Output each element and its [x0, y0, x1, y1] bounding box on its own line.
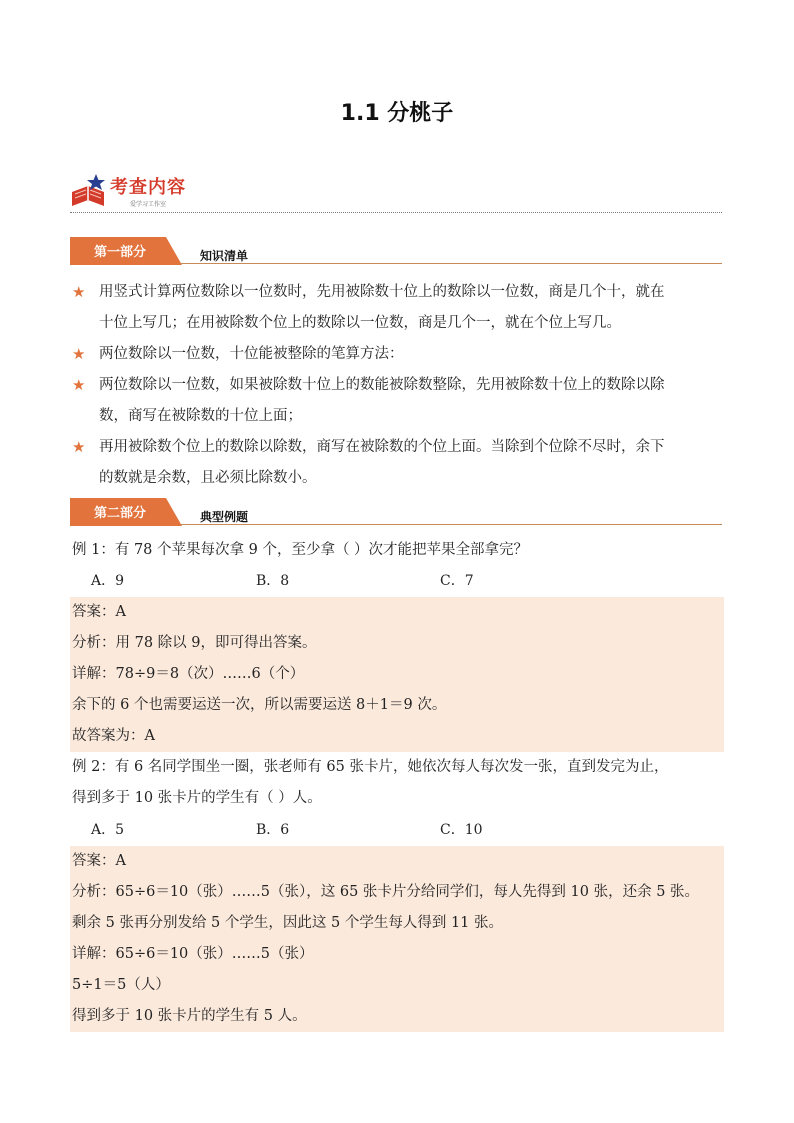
- list-item-line: 数，商写在被除数的十位上面；: [99, 408, 302, 424]
- solution-line: 详解：65÷6＝10（张）……5（张）: [72, 946, 314, 962]
- option-a: A．5: [91, 822, 125, 838]
- answer-box: [70, 597, 724, 752]
- book-star-icon: [70, 172, 108, 210]
- option-b: B．8: [256, 573, 290, 589]
- solution-line: 余下的 6 个也需要运送一次，所以需要运送 8＋1＝9 次。: [72, 697, 447, 713]
- example-question: [72, 752, 724, 814]
- answer-box: [70, 846, 724, 1032]
- analysis-line: 剩余 5 张再分别发给 5 个学生，因此这 5 个学生每人得到 11 张。: [72, 915, 503, 931]
- list-item-line: 的数就是余数，且必须比除数小。: [99, 470, 317, 486]
- list-item: [72, 432, 724, 494]
- answer-line: 答案：A: [72, 604, 126, 620]
- list-item-line: 两位数除以一位数，十位能被整除的笔算方法：: [99, 346, 404, 362]
- question-line: 得到多于 10 张卡片的学生有（ ）人。: [72, 790, 322, 806]
- list-item-line: 两位数除以一位数，如果被除数十位上的数能被除数整除，先用被除数十位上的数除以除: [99, 377, 665, 393]
- section-subtitle: 知识清单: [200, 249, 249, 263]
- logo-subtext: 爱学习工作室: [130, 201, 167, 208]
- star-icon: ★: [72, 345, 86, 363]
- solution-line: 详解：78÷9＝8（次）……6（个）: [72, 666, 305, 682]
- question-line: 例 2：有 6 名同学围坐一圈，张老师有 65 张卡片，她依次每人每次发一张，直到发完为止，: [72, 759, 669, 775]
- star-icon: ★: [72, 283, 86, 301]
- list-item-line: 用竖式计算两位数除以一位数时，先用被除数十位上的数除以一位数，商是几个十，就在: [99, 284, 665, 300]
- option-c: C．10: [440, 822, 483, 838]
- list-item: [72, 339, 724, 370]
- section-header-2: [70, 498, 722, 530]
- list-item-line: 十位上写几；在用被除数个位上的数除以一位数，商是几个一，就在个位上写几。: [99, 315, 621, 331]
- option-c: C．7: [440, 573, 474, 589]
- section-rule: [180, 263, 722, 264]
- section-label: 第一部分: [94, 245, 147, 260]
- solution-line: 5÷1＝5（人）: [72, 977, 170, 993]
- analysis-line: 分析：用 78 除以 9，即可得出答案。: [72, 635, 317, 651]
- list-item-line: 再用被除数个位上的数除以除数，商写在被除数的个位上面。当除到个位除不尽时，余下: [99, 439, 665, 455]
- conclusion-line: 故答案为：A: [72, 728, 155, 744]
- logo-text: 考查内容: [110, 177, 186, 198]
- page-title: 1.1 分桃子: [340, 101, 454, 126]
- star-icon: ★: [72, 438, 86, 456]
- option-a: A．9: [91, 573, 125, 589]
- analysis-line: 分析：65÷6＝10（张）……5（张），这 65 张卡片分给同学们，每人先得到 10 张，还余 5 张。: [72, 884, 700, 900]
- section-header-1: [70, 237, 722, 269]
- logo: [70, 172, 210, 212]
- section-subtitle: 典型例题: [200, 510, 249, 524]
- list-item: [72, 277, 724, 339]
- header-divider: [70, 212, 722, 213]
- example-question: [72, 535, 724, 566]
- star-icon: ★: [72, 376, 86, 394]
- section-label: 第二部分: [94, 506, 147, 521]
- answer-line: 答案：A: [72, 853, 126, 869]
- option-b: B．6: [256, 822, 290, 838]
- conclusion-line: 得到多于 10 张卡片的学生有 5 人。: [72, 1008, 307, 1024]
- knowledge-list: [72, 277, 724, 494]
- list-item: [72, 370, 724, 432]
- question-line: 例 1：有 78 个苹果每次拿 9 个，至少拿（ ）次才能把苹果全部拿完？: [72, 542, 529, 558]
- section-rule: [180, 524, 722, 525]
